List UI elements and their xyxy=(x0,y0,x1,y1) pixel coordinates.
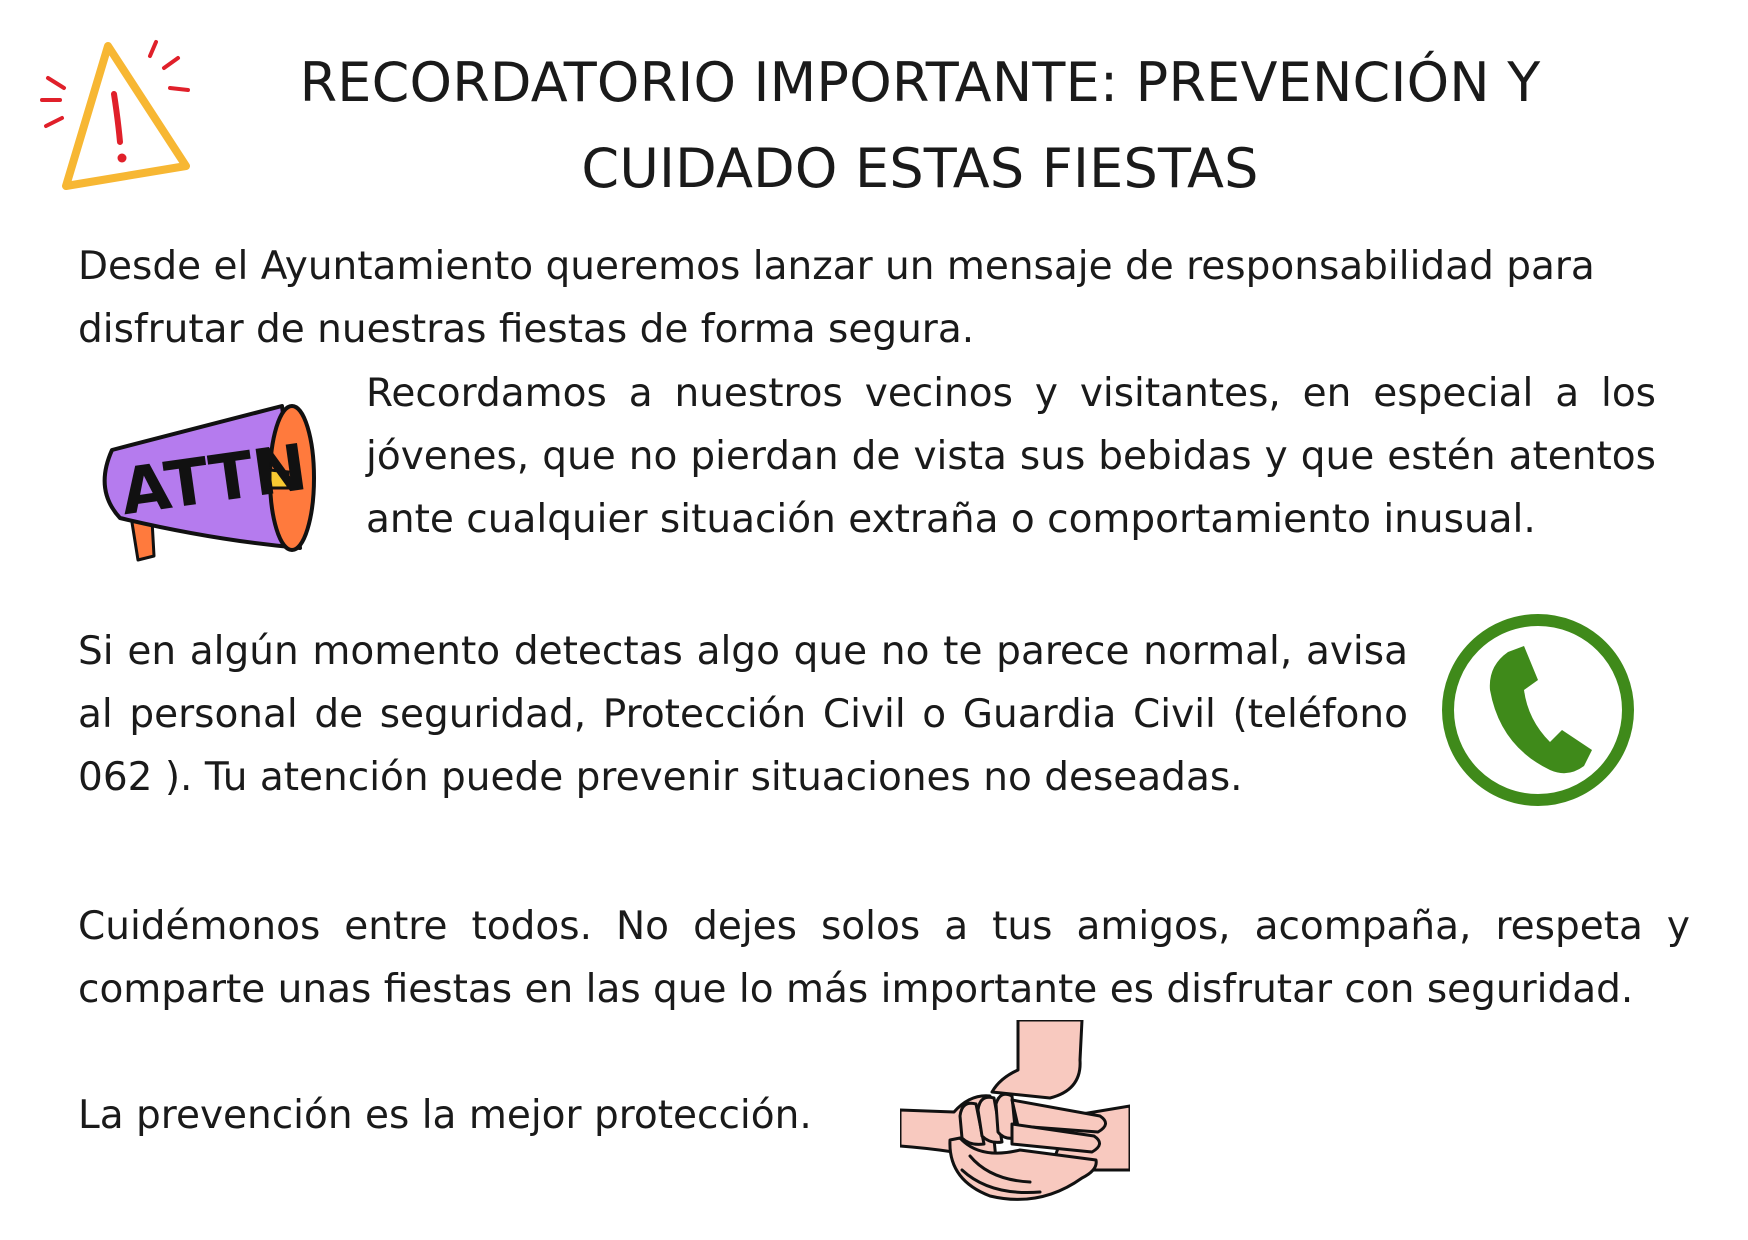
closing-paragraph: La prevención es la mejor protección. xyxy=(78,1093,812,1138)
page-title: RECORDATORIO IMPORTANTE: PREVENCIÓN Y CUIDADO ESTAS FIESTAS xyxy=(299,51,1541,200)
report-paragraph: Si en algún momento detectas algo que no te parece normal, avisa al personal de seguridad, Protección Civil o Guardia Civil (teléfono 062 ). Tu atención puede prevenir situaciones no deseadas. xyxy=(78,629,1408,800)
phone-icon xyxy=(1438,610,1638,810)
intro-paragraph: Desde el Ayuntamiento queremos lanzar un mensaje de responsabilidad para disfrutar de nuestras fiestas de forma segura. xyxy=(78,244,1595,352)
attn-text: ATTN xyxy=(116,430,312,531)
megaphone-attn-icon xyxy=(92,400,332,580)
holding-hands-icon xyxy=(900,1020,1130,1210)
reminder-paragraph: Recordamos a nuestros vecinos y visitantes, en especial a los jóvenes, que no pierdan de vista sus bebidas y que estén atentos ante cualquier situación extraña o comportamiento inusual. xyxy=(366,371,1656,542)
warning-icon xyxy=(38,38,213,213)
care-paragraph: Cuidémonos entre todos. No dejes solos a tus amigos, acompaña, respeta y comparte unas fiestas en las que lo más importante es disfrutar con seguridad. xyxy=(78,904,1690,1012)
